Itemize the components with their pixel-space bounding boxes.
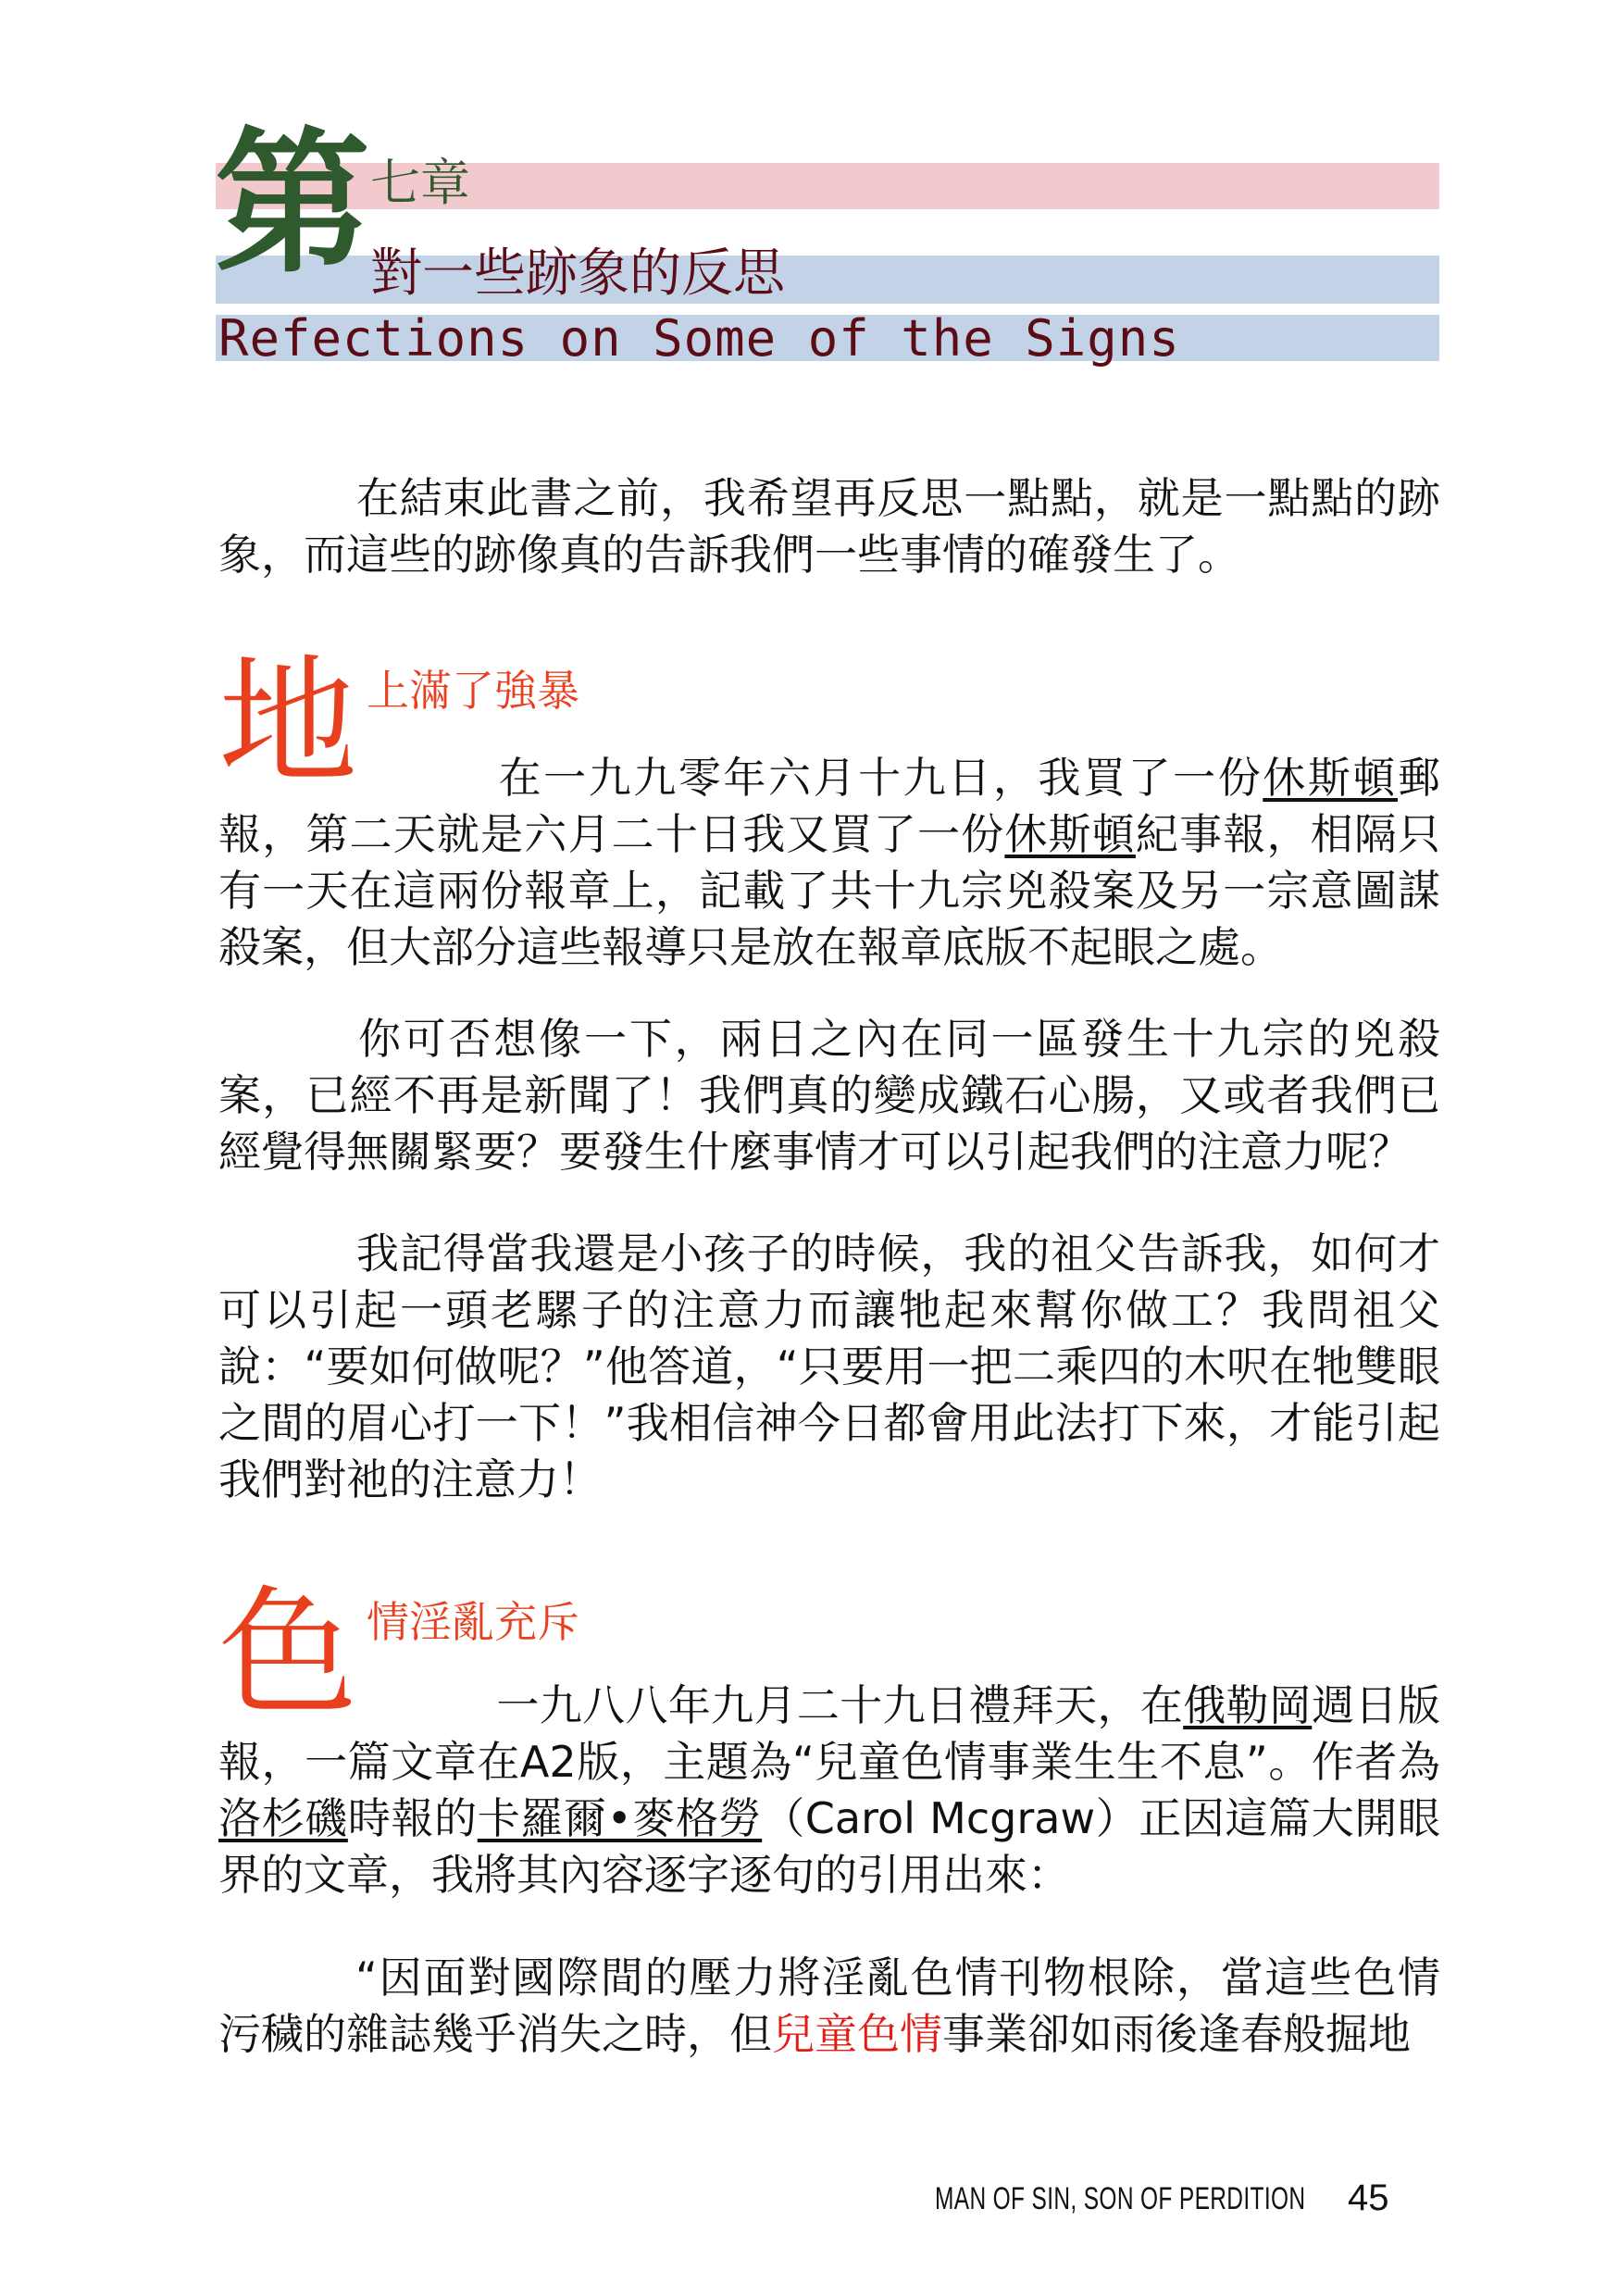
s2p1-text-c: 時報的 xyxy=(347,1793,478,1843)
section1-paragraph-1 xyxy=(218,750,1440,976)
page-number: 45 xyxy=(1348,2177,1389,2218)
place-name-oregon: 俄勒岡 xyxy=(1183,1680,1313,1730)
section1-heading-rest: 上滿了強暴 xyxy=(367,666,579,716)
section1-paragraph-2 xyxy=(218,1011,1440,1180)
intro-paragraph xyxy=(218,470,1440,583)
s2p1-text-b: 週日版報，一篇文章在A2版，主題為“兒童色情事業生生不息”。作者為 xyxy=(218,1680,1441,1787)
s2p1-text-a: 一九八八年九月二十九日禮拜天，在 xyxy=(496,1680,1184,1730)
highlight-child-pornography: 兒童色情 xyxy=(772,2009,942,2059)
s2p1-text-d: （Carol Mcgraw）正因這篇大開眼界的文章，我將其內容逐字逐句的引用出來： xyxy=(218,1793,1441,1900)
s1p1-text-c: 紀事報，相隔只有一天在這兩份報章上，記載了共十九宗兇殺案及另一宗意圖謀殺案，但大部分這些報導只是放在報章底版不起眼之處。 xyxy=(218,809,1441,972)
section2-paragraph-1 xyxy=(218,1678,1440,1903)
author-name-carol-mcgraw: 卡羅爾•麥格勞 xyxy=(477,1793,763,1843)
place-name-houston-2: 休斯頓 xyxy=(1004,809,1136,859)
chapter-subtitle-english: Refections on Some of the Signs xyxy=(218,309,1180,368)
chapter-title: 對一些跡象的反思 xyxy=(370,243,785,304)
s1p1-text-b: 郵報，第二天就是六月二十日我又買了一份 xyxy=(218,753,1441,859)
s1p1-text-a: 在一九九零年六月十九日，我買了一份 xyxy=(496,753,1263,803)
section2-paragraph-2 xyxy=(218,1950,1440,2063)
intro-text: 在結束此書之前，我希望再反思一點點，就是一點點的跡象，而這些的跡像真的告訴我們一些事情的確發生了。 xyxy=(218,473,1440,580)
s1p3-text: 我記得當我還是小孩子的時候，我的祖父告訴我，如何才可以引起一頭老騾子的注意力而讓牠起來幫你做工？我問祖父說：“要如何做呢？”他答道，“只要用一把二乘四的木呎在牠雙眼之間的眉心打一下！”我相信神今日都會用此法打下來，才能引起我們對祂的注意力！ xyxy=(218,1229,1440,1504)
s1p2-text: 你可否想像一下，兩日之內在同一區發生十九宗的兇殺案，已經不再是新聞了！我們真的變成鐵石心腸，又或者我們已經覺得無關緊要？要發生什麼事情才可以引起我們的注意力呢？ xyxy=(218,1014,1440,1177)
section2-drop-char: 色 xyxy=(218,1574,358,1735)
s2p2-text-b: 事業卻如雨後逢春般掘地 xyxy=(942,2009,1411,2059)
chapter-number: 七章 xyxy=(370,154,470,212)
s2p2-text-a: “因面對國際間的壓力將淫亂色情刊物根除，當這些色情污穢的雜誌幾乎消失之時，但 xyxy=(218,1953,1440,2059)
chapter-big-char: 第 xyxy=(215,113,370,294)
section1-paragraph-3 xyxy=(218,1226,1440,1508)
place-name-houston: 休斯頓 xyxy=(1263,753,1399,803)
section2-heading-rest: 情淫亂充斥 xyxy=(367,1597,579,1647)
footer-book-title: MAN OF SIN, SON OF PERDITION xyxy=(935,2181,1306,2216)
place-name-los-angeles: 洛杉磯 xyxy=(218,1793,348,1843)
section1-drop-char: 地 xyxy=(218,643,358,804)
